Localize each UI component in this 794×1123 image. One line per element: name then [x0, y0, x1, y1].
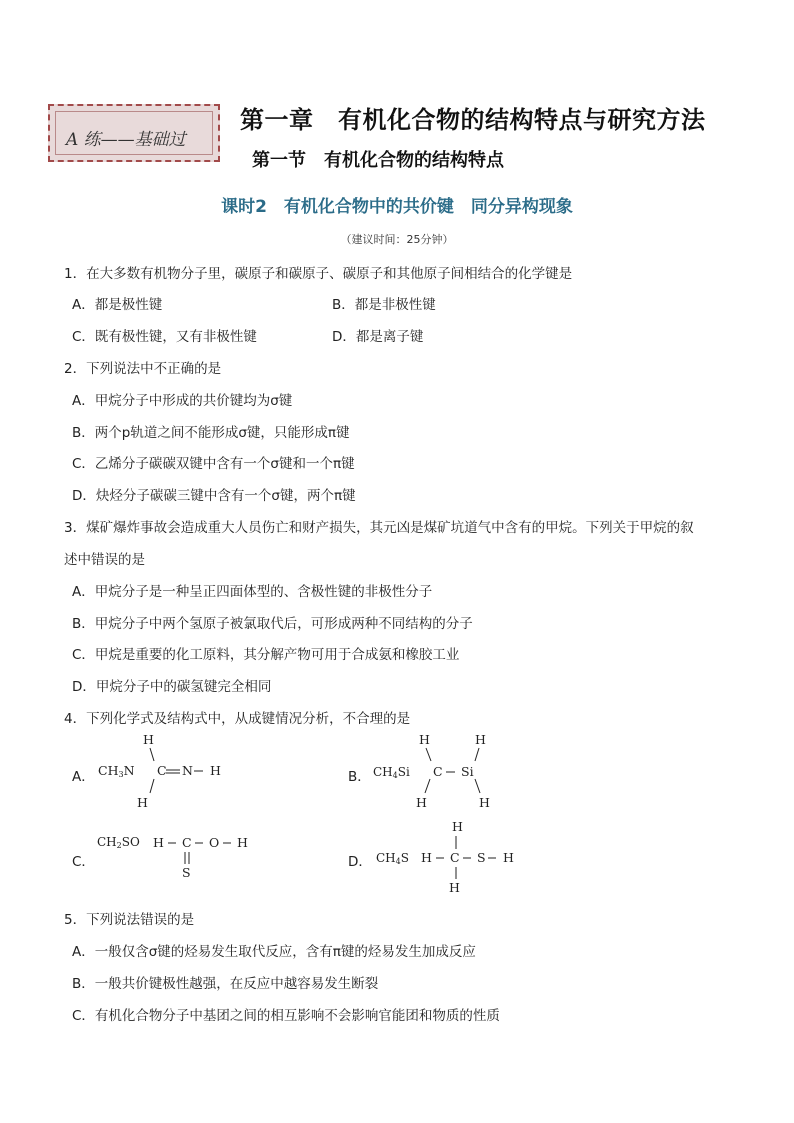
q3-option-c: C．甲烷是重要的化工原料，其分解产物可用于合成氨和橡胶工业	[72, 647, 460, 663]
q4b-atom-si: Si	[461, 764, 474, 779]
q4d-atom-s: S	[477, 850, 486, 865]
q4-option-d-label: D．	[348, 854, 372, 870]
q4a-atom-h-bottom: H	[137, 795, 148, 810]
q3-stem-line1: 3．煤矿爆炸事故会造成重大人员伤亡和财产损失，其元凶是煤矿坑道气中含有的甲烷。下列关于甲烷的叙	[64, 520, 694, 536]
q1-option-b: B．都是非极性键	[332, 297, 436, 313]
q4-stem: 4．下列化学式及结构式中，从成键情况分析，不合理的是	[64, 711, 411, 727]
q2-option-b: B．两个p轨道之间不能形成σ键，只能形成π键	[72, 425, 350, 441]
q3-stem-line2: 述中错误的是	[64, 552, 145, 568]
q4a-atom-n: N	[182, 763, 193, 778]
q4-option-d-formula: $CH_4S$	[376, 851, 409, 866]
q4c-atom-o: O	[209, 835, 220, 850]
q4-option-a-label: A．	[72, 769, 95, 785]
q4-option-a-formula: $CH_3N$	[98, 763, 135, 779]
q5-option-b: B．一般共价键极性越强，在反应中越容易发生断裂	[72, 976, 379, 992]
q4c-atom-c: C	[182, 835, 192, 850]
q4c-atom-h-left: H	[153, 835, 164, 850]
section-title: 第一节 有机化合物的结构特点	[252, 150, 504, 171]
q3-option-a: A．甲烷分子是一种呈正四面体型的、含极性键的非极性分子	[72, 584, 433, 600]
q4c-atom-s: S	[182, 865, 191, 880]
q4a-atom-c: C	[157, 763, 167, 778]
q3-option-b: B．甲烷分子中两个氢原子被氯取代后，可形成两种不同结构的分子	[72, 616, 473, 632]
q1-option-a: A．都是极性键	[72, 297, 163, 313]
q4d-atom-h-left: H	[421, 850, 432, 865]
q4d-atom-h-top: H	[452, 819, 463, 834]
q4b-atom-c: C	[433, 764, 443, 779]
q5-option-c: C．有机化合物分子中基团之间的相互影响不会影响官能团和物质的性质	[72, 1008, 500, 1024]
q4-option-c-label: C．	[72, 854, 95, 870]
q4b-atom-h-top-left: H	[419, 732, 430, 747]
q4b-atom-h-top-right: H	[475, 732, 486, 747]
q2-option-d: D．炔烃分子碳碳三键中含有一个σ键，两个π键	[72, 488, 356, 504]
q4-option-c-formula: $CH_2SO$	[97, 835, 140, 850]
q4b-atom-h-bottom-right: H	[479, 795, 490, 810]
lesson-title: 课时2 有机化合物中的共价键 同分异构现象	[221, 197, 573, 217]
badge-label: A 练——基础过	[66, 130, 186, 150]
q1-option-c: C．既有极性键，又有非极性键	[72, 329, 257, 345]
q2-option-a: A．甲烷分子中形成的共价键均为σ键	[72, 393, 293, 409]
q4b-atom-h-bottom-left: H	[416, 795, 427, 810]
q4-option-b-formula: $CH_4Si$	[373, 765, 410, 780]
q5-stem: 5．下列说法错误的是	[64, 912, 195, 928]
q1-option-d: D．都是离子键	[332, 329, 424, 345]
q1-stem: 1．在大多数有机物分子里，碳原子和碳原子、碳原子和其他原子间相结合的化学键是	[64, 266, 573, 282]
q2-option-c: C．乙烯分子碳碳双键中含有一个σ键和一个π键	[72, 456, 355, 472]
q4a-atom-h-right: H	[210, 763, 221, 778]
q4-option-b-label: B．	[348, 769, 371, 785]
chapter-title: 第一章 有机化合物的结构特点与研究方法	[240, 106, 706, 134]
q4a-atom-h-top: H	[143, 732, 154, 747]
q4d-atom-h-bottom: H	[449, 880, 460, 895]
q2-stem: 2．下列说法中不正确的是	[64, 361, 222, 377]
q3-option-d: D．甲烷分子中的碳氢键完全相同	[72, 679, 272, 695]
q5-option-a: A．一般仅含σ键的烃易发生取代反应，含有π键的烃易发生加成反应	[72, 944, 476, 960]
q4d-atom-h-right: H	[503, 850, 514, 865]
q4d-atom-c: C	[450, 850, 460, 865]
q4c-atom-h-right: H	[237, 835, 248, 850]
time-hint: （建议时间：25分钟）	[340, 233, 454, 246]
